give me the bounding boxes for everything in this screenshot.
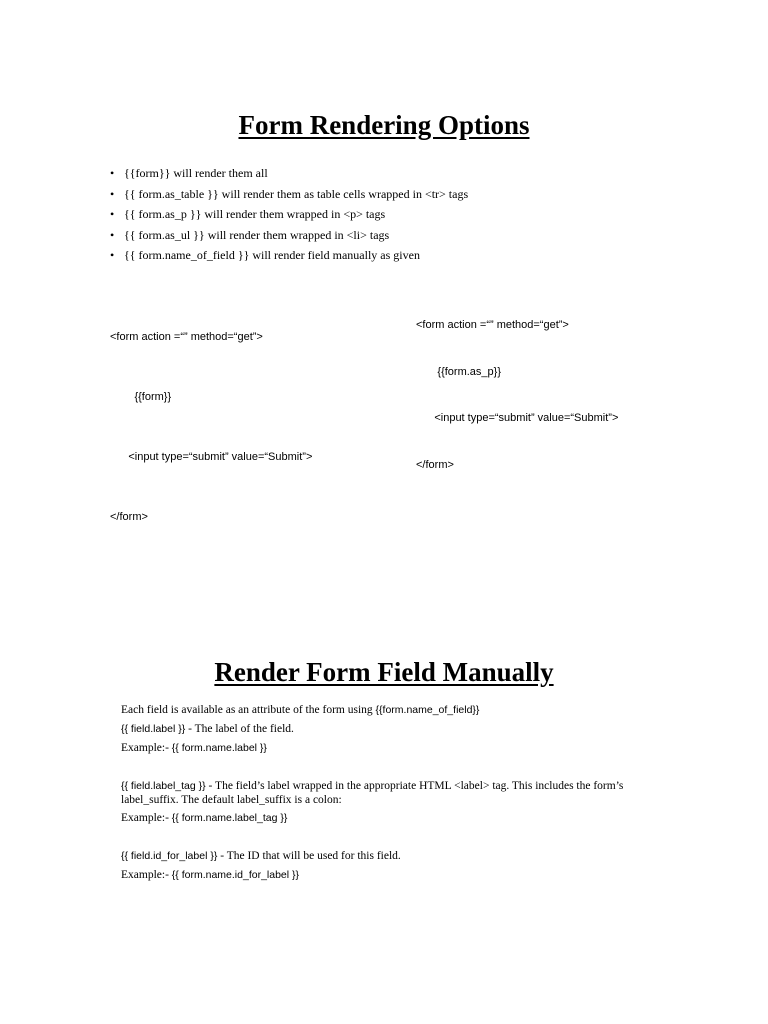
code-example-form	[110, 287, 312, 547]
field-label-tag-text: - The field’s label wrapped in the appropriate HTML <label> tag. This includes the form’s	[205, 780, 624, 792]
code-line: <form action =“” method=“get”>	[110, 331, 263, 343]
code-line: {{form}}	[110, 391, 172, 403]
field-label-tag-description-cont	[121, 794, 342, 806]
field-label-tag-code: {{ field.label_tag }}	[121, 780, 206, 792]
example-code: {{ form.name.id_for_label }}	[171, 869, 300, 881]
field-label-description	[121, 723, 294, 735]
code-line: </form>	[416, 458, 454, 471]
intro-paragraph	[121, 704, 479, 716]
rendering-options-list	[110, 163, 468, 266]
field-label-tag-description	[121, 780, 623, 792]
example-id-for-label	[121, 869, 299, 881]
list-item: • {{ form.as_table }} will render them as table cells wrapped in <tr> tags	[110, 184, 468, 205]
example-label	[121, 742, 267, 754]
code-line: {{form.as_p}}	[416, 365, 501, 378]
field-label-code: {{ field.label }}	[121, 723, 186, 735]
list-item: • {{ form.as_p }} will render them wrapped in <p> tags	[110, 204, 468, 225]
example-prefix: Example:-	[121, 869, 172, 881]
code-line: <input type=“submit” value=“Submit”>	[416, 412, 619, 424]
code-example-form-as-p	[416, 287, 618, 489]
field-id-description	[121, 850, 401, 862]
example-code: {{ form.name.label }}	[171, 742, 267, 754]
field-label-text: - The label of the field.	[185, 723, 294, 735]
field-id-code: {{ field.id_for_label }}	[121, 850, 218, 862]
example-code: {{ form.name.label_tag }}	[171, 812, 288, 824]
code-line: <input type=“submit” value=“Submit”>	[110, 451, 313, 463]
intro-code: {{form.name_of_field}}	[375, 704, 480, 716]
list-item: • {{ form.as_ul }} will render them wrapped in <li> tags	[110, 225, 468, 246]
section-title-form-rendering: Form Rendering Options	[238, 110, 530, 140]
section-title-render-manually: Render Form Field Manually	[214, 657, 554, 687]
list-item: • {{form}} will render them all	[110, 163, 468, 184]
example-prefix: Example:-	[121, 812, 172, 824]
field-label-tag-text-cont: label_suffix. The default label_suffix is a colon:	[121, 794, 342, 806]
example-label-tag	[121, 812, 287, 824]
example-prefix: Example:-	[121, 742, 172, 754]
code-line: </form>	[110, 511, 148, 523]
code-line: <form action =“” method=“get”>	[416, 319, 569, 331]
list-item: • {{ form.name_of_field }} will render field manually as given	[110, 245, 468, 266]
intro-text: Each field is available as an attribute of the form using	[121, 704, 376, 716]
field-id-text: - The ID that will be used for this field.	[217, 850, 401, 862]
